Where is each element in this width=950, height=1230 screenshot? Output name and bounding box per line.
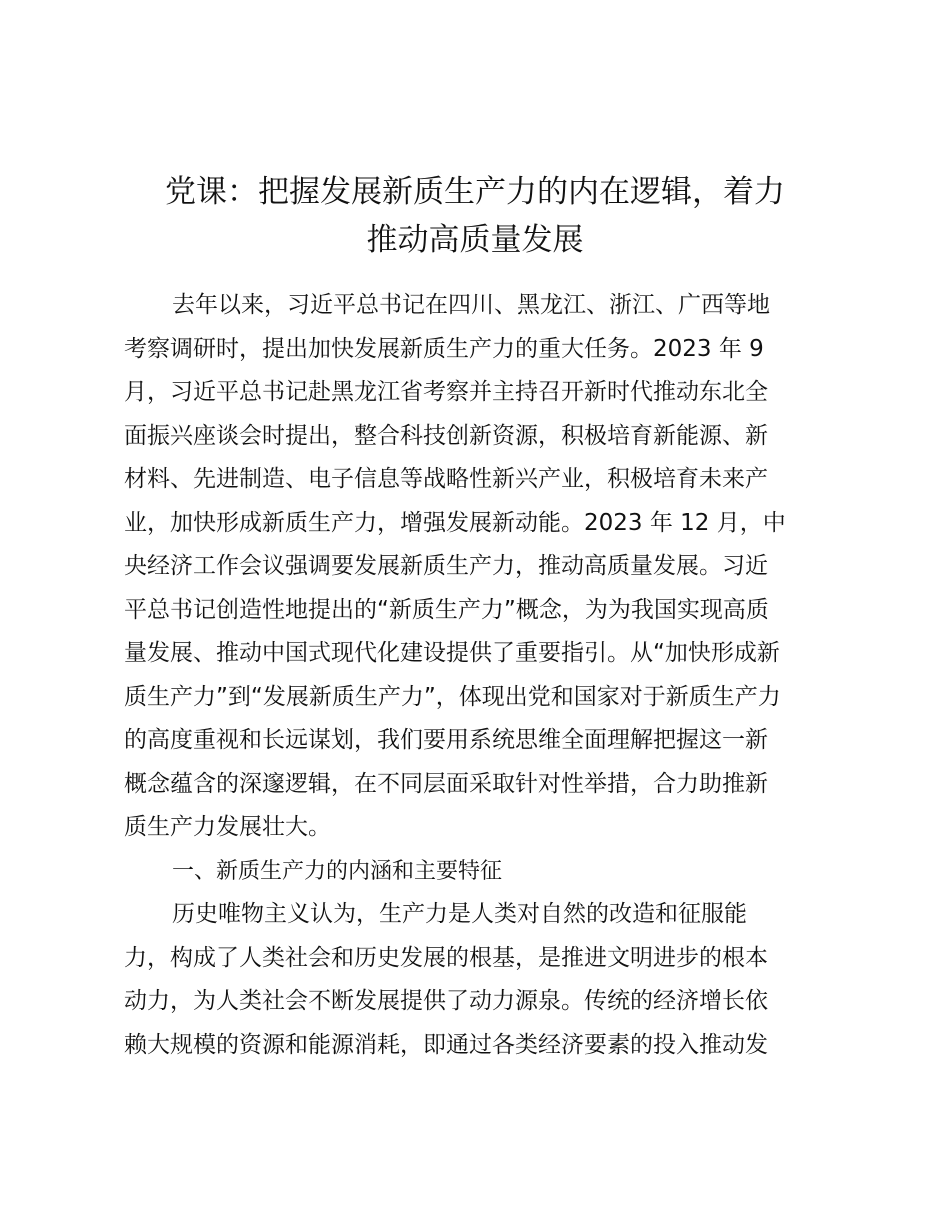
paragraph-line: 赖大规模的资源和能源消耗，即通过各类经济要素的投入推动发 (124, 1031, 768, 1058)
document-title (110, 168, 840, 264)
title-line-2: 推动高质量发展 (366, 222, 584, 258)
paragraph-line: 面振兴座谈会时提出，整合科技创新资源，积极培育新能源、新 (124, 422, 768, 449)
paragraph-line: 历史唯物主义认为，生产力是人类对自然的改造和征服能 (172, 901, 747, 927)
section-heading: 一、新质生产力的内涵和主要特征 (172, 858, 503, 884)
paragraph-line: 动力，为人类社会不断发展提供了动力源泉。传统的经济增长依 (124, 988, 768, 1014)
paragraph-line: 的高度重视和长远谋划，我们要用系统思维全面理解把握这一新 (124, 727, 768, 753)
paragraph-line: 考察调研时，提出加快发展新质生产力的重大任务。2023 年 9 (124, 335, 764, 362)
paragraph-line: 量发展、推动中国式现代化建设提供了重要指引。从“加快形成新 (124, 640, 780, 666)
paragraph-line: 质生产力”到“发展新质生产力”，体现出党和国家对于新质生产力 (124, 683, 781, 710)
paragraph-line: 央经济工作会议强调要发展新质生产力，推动高质量发展。习近 (124, 553, 768, 579)
paragraph-line: 材料、先进制造、电子信息等战略性新兴产业，积极培育未来产 (124, 466, 768, 492)
paragraph-line: 平总书记创造性地提出的“新质生产力”概念，为为我国实现高质 (124, 596, 769, 623)
title-line-1: 党课：把握发展新质生产力的内在逻辑，着力 (165, 174, 785, 210)
paragraph-line: 概念蕴含的深邃逻辑，在不同层面采取针对性举措，合力助推新 (124, 770, 768, 797)
paragraph-line: 质生产力发展壮大。 (124, 814, 331, 840)
paragraph-line: 去年以来，习近平总书记在四川、黑龙江、浙江、广西等地 (172, 292, 770, 318)
document-body (124, 284, 834, 1067)
paragraph-line: 月，习近平总书记赴黑龙江省考察并主持召开新时代推动东北全 (124, 379, 768, 405)
paragraph-line: 业，加快形成新质生产力，增强发展新动能。2023 年 12 月，中 (124, 509, 786, 536)
paragraph-line: 力，构成了人类社会和历史发展的根基，是推进文明进步的根本 (124, 944, 768, 971)
